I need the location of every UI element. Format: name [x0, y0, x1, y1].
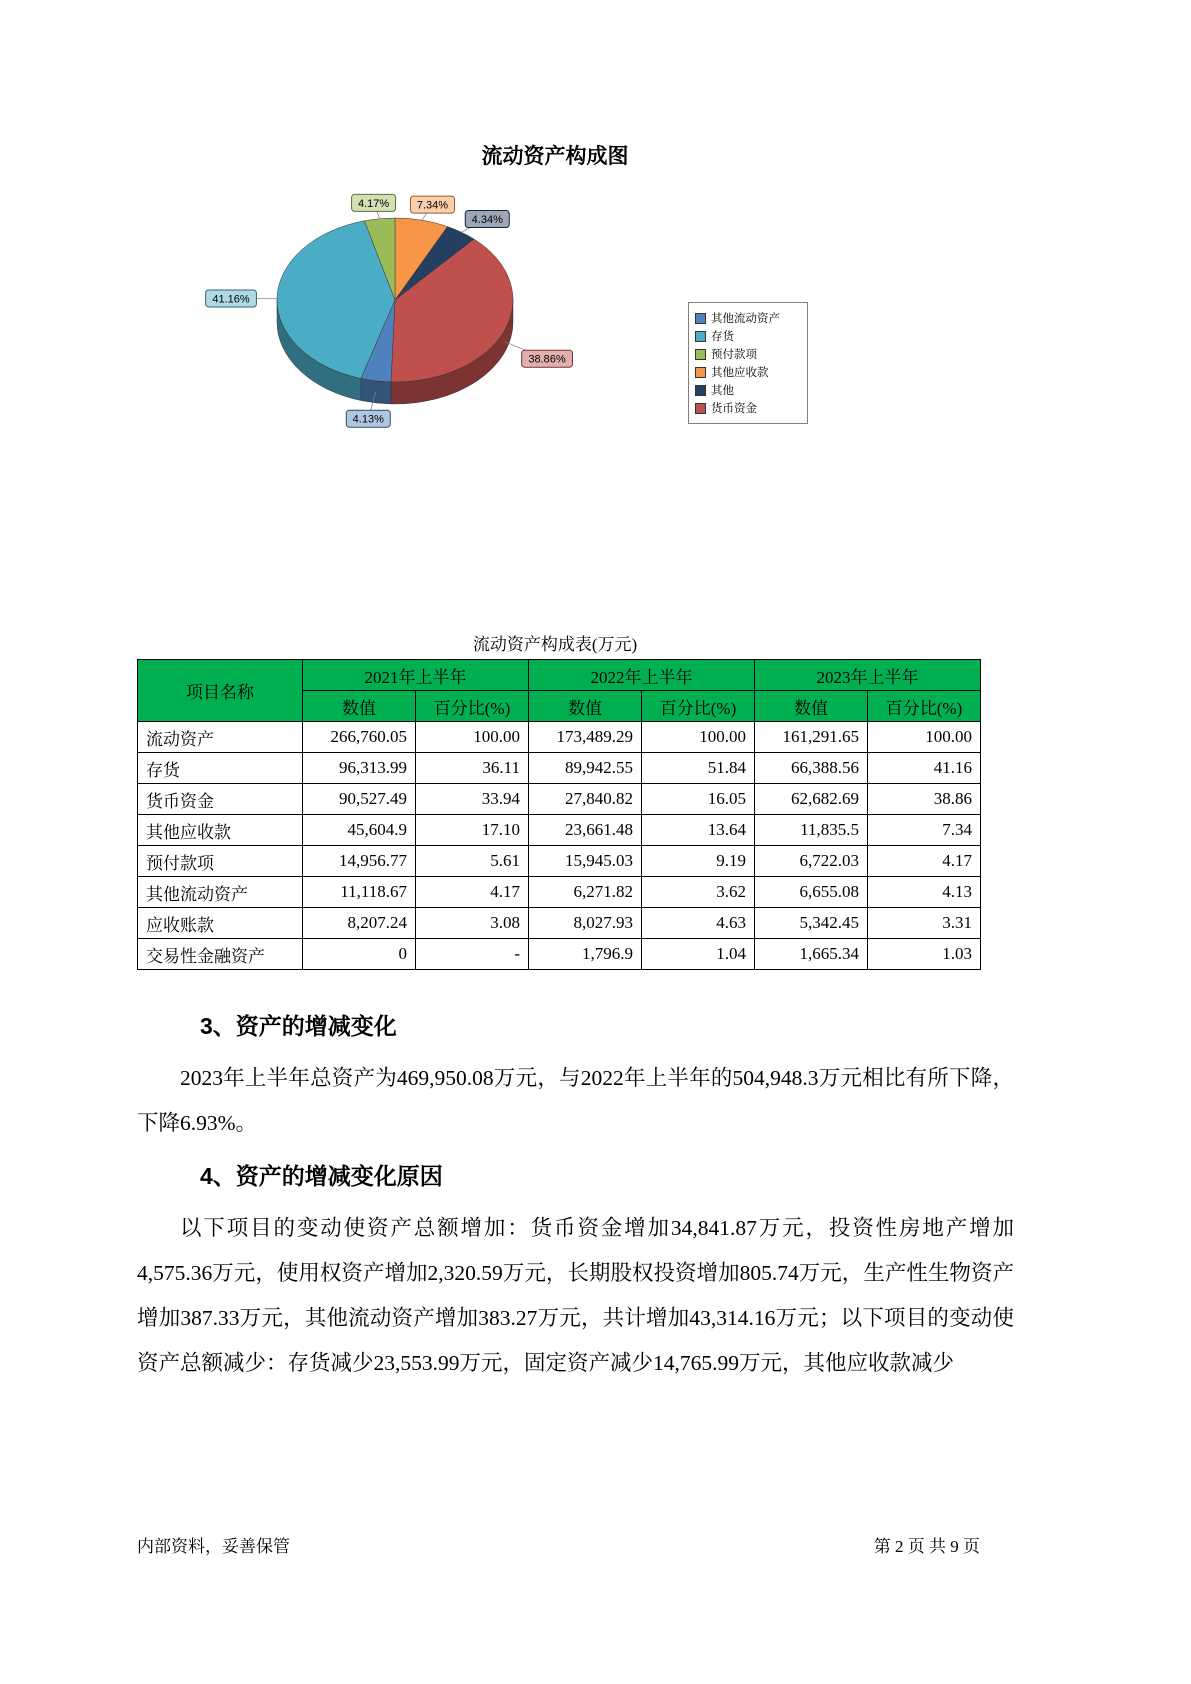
table-subheader: 数值: [529, 691, 642, 722]
table-header-year-2: 2023年上半年: [755, 660, 981, 691]
cell-value: 36.11: [416, 753, 529, 784]
legend-swatch: [695, 349, 706, 360]
cell-value: 3.31: [868, 908, 981, 939]
legend-label: 其他: [711, 385, 734, 397]
cell-value: 7.34: [868, 815, 981, 846]
cell-value: 9.19: [642, 846, 755, 877]
table-header-year-0: 2021年上半年: [303, 660, 529, 691]
table-row-5: [138, 877, 981, 908]
cell-value: 1,665.34: [755, 939, 868, 970]
row-name: 存货: [138, 753, 303, 784]
paragraph-asset-change-reason: 以下项目的变动使资产总额增加：货币资金增加34,841.87万元，投资性房地产增加4,575.36万元，使用权资产增加2,320.59万元，长期股权投资增加805.74万元，生产性生物资产增加387.33万元，其他流动资产增加383.27万元，共计增加43,314.16万元；以下项目的变动使资产总额减少：存货减少23,553.99万元，固定资产减少14,765.99万元，其他应收款减少: [137, 1216, 1014, 1375]
table-row-3: [138, 815, 981, 846]
legend-label: 存货: [711, 331, 734, 343]
cell-value: 41.16: [868, 753, 981, 784]
cell-value: 0: [303, 939, 416, 970]
cell-value: -: [416, 939, 529, 970]
table-title: 流动资产构成表(万元): [472, 635, 638, 654]
row-name: 预付款项: [138, 846, 303, 877]
legend-swatch: [695, 367, 706, 378]
legend-label: 其他流动资产: [711, 313, 780, 325]
table-subheader: 数值: [755, 691, 868, 722]
cell-value: 14,956.77: [303, 846, 416, 877]
legend-item-2: [695, 345, 801, 363]
cell-value: 266,760.05: [303, 722, 416, 753]
cell-value: 11,835.5: [755, 815, 868, 846]
table-subheader: 百分比(%): [642, 691, 755, 722]
cell-value: 66,388.56: [755, 753, 868, 784]
cell-value: 38.86: [868, 784, 981, 815]
cell-value: 3.62: [642, 877, 755, 908]
cell-value: 15,945.03: [529, 846, 642, 877]
legend-label: 预付款项: [711, 349, 757, 361]
cell-value: 27,840.82: [529, 784, 642, 815]
cell-value: 33.94: [416, 784, 529, 815]
legend-swatch: [695, 313, 706, 324]
footer-left-text: 内部资料，妥善保管: [137, 1537, 290, 1556]
legend-item-5: [695, 399, 801, 417]
pie-percent-text: 4.17%: [357, 197, 390, 210]
pie-percent-text: 4.34%: [471, 213, 503, 226]
cell-value: 100.00: [416, 722, 529, 753]
cell-value: 1.03: [868, 939, 981, 970]
legend-swatch: [695, 385, 706, 396]
legend-item-4: [695, 381, 801, 399]
cell-value: 62,682.69: [755, 784, 868, 815]
footer-page-number: 第 2 页 共 9 页: [873, 1537, 980, 1556]
cell-value: 8,207.24: [303, 908, 416, 939]
table-subheader: 数值: [303, 691, 416, 722]
pie-slice-side-3: [361, 378, 391, 403]
section-heading-3: 3、资产的增减变化: [200, 1013, 397, 1039]
cell-value: 4.17: [868, 846, 981, 877]
cell-value: 5,342.45: [755, 908, 868, 939]
table-row-1: [138, 753, 981, 784]
legend-label: 货币资金: [711, 403, 757, 415]
cell-value: 6,655.08: [755, 877, 868, 908]
legend-label: 其他应收款: [711, 367, 769, 379]
table-row-7: [138, 939, 981, 970]
cell-value: 6,271.82: [529, 877, 642, 908]
cell-value: 17.10: [416, 815, 529, 846]
table-subheader: 百分比(%): [868, 691, 981, 722]
cell-value: 4.13: [868, 877, 981, 908]
cell-value: 3.08: [416, 908, 529, 939]
chart-legend: [688, 302, 808, 424]
row-name: 交易性金融资产: [138, 939, 303, 970]
row-name: 货币资金: [138, 784, 303, 815]
pie-percent-text: 41.16%: [212, 293, 250, 306]
cell-value: 90,527.49: [303, 784, 416, 815]
cell-value: 5.61: [416, 846, 529, 877]
cell-value: 51.84: [642, 753, 755, 784]
pie-percent-text: 4.13%: [352, 413, 384, 426]
table-row-6: [138, 908, 981, 939]
table-header-name: 项目名称: [138, 660, 303, 722]
legend-item-1: [695, 327, 801, 345]
cell-value: 45,604.9: [303, 815, 416, 846]
table-header-year-1: 2022年上半年: [529, 660, 755, 691]
legend-item-0: [695, 309, 801, 327]
cell-value: 11,118.67: [303, 877, 416, 908]
row-name: 流动资产: [138, 722, 303, 753]
cell-value: 4.63: [642, 908, 755, 939]
pie-percent-text: 38.86%: [528, 353, 566, 366]
table-subheader: 百分比(%): [416, 691, 529, 722]
row-name: 其他应收款: [138, 815, 303, 846]
table-row-0: [138, 722, 981, 753]
cell-value: 96,313.99: [303, 753, 416, 784]
cell-value: 13.64: [642, 815, 755, 846]
legend-swatch: [695, 403, 706, 414]
cell-value: 16.05: [642, 784, 755, 815]
row-name: 其他流动资产: [138, 877, 303, 908]
table-row-2: [138, 784, 981, 815]
legend-swatch: [695, 331, 706, 342]
cell-value: 8,027.93: [529, 908, 642, 939]
cell-value: 23,661.48: [529, 815, 642, 846]
current-assets-table: [137, 659, 981, 970]
cell-value: 4.17: [416, 877, 529, 908]
chart-title: 流动资产构成图: [481, 145, 629, 168]
cell-value: 100.00: [642, 722, 755, 753]
cell-value: 100.00: [868, 722, 981, 753]
cell-value: 1.04: [642, 939, 755, 970]
cell-value: 173,489.29: [529, 722, 642, 753]
cell-value: 89,942.55: [529, 753, 642, 784]
pie-percent-text: 7.34%: [416, 199, 449, 212]
cell-value: 161,291.65: [755, 722, 868, 753]
row-name: 应收账款: [138, 908, 303, 939]
section-heading-4: 4、资产的增减变化原因: [200, 1163, 443, 1189]
cell-value: 6,722.03: [755, 846, 868, 877]
cell-value: 1,796.9: [529, 939, 642, 970]
table-row-4: [138, 846, 981, 877]
legend-item-3: [695, 363, 801, 381]
paragraph-asset-change: 2023年上半年总资产为469,950.08万元，与2022年上半年的504,948.3万元相比有所下降，下降6.93%。: [137, 1066, 1014, 1135]
page-footer: [137, 1532, 980, 1557]
